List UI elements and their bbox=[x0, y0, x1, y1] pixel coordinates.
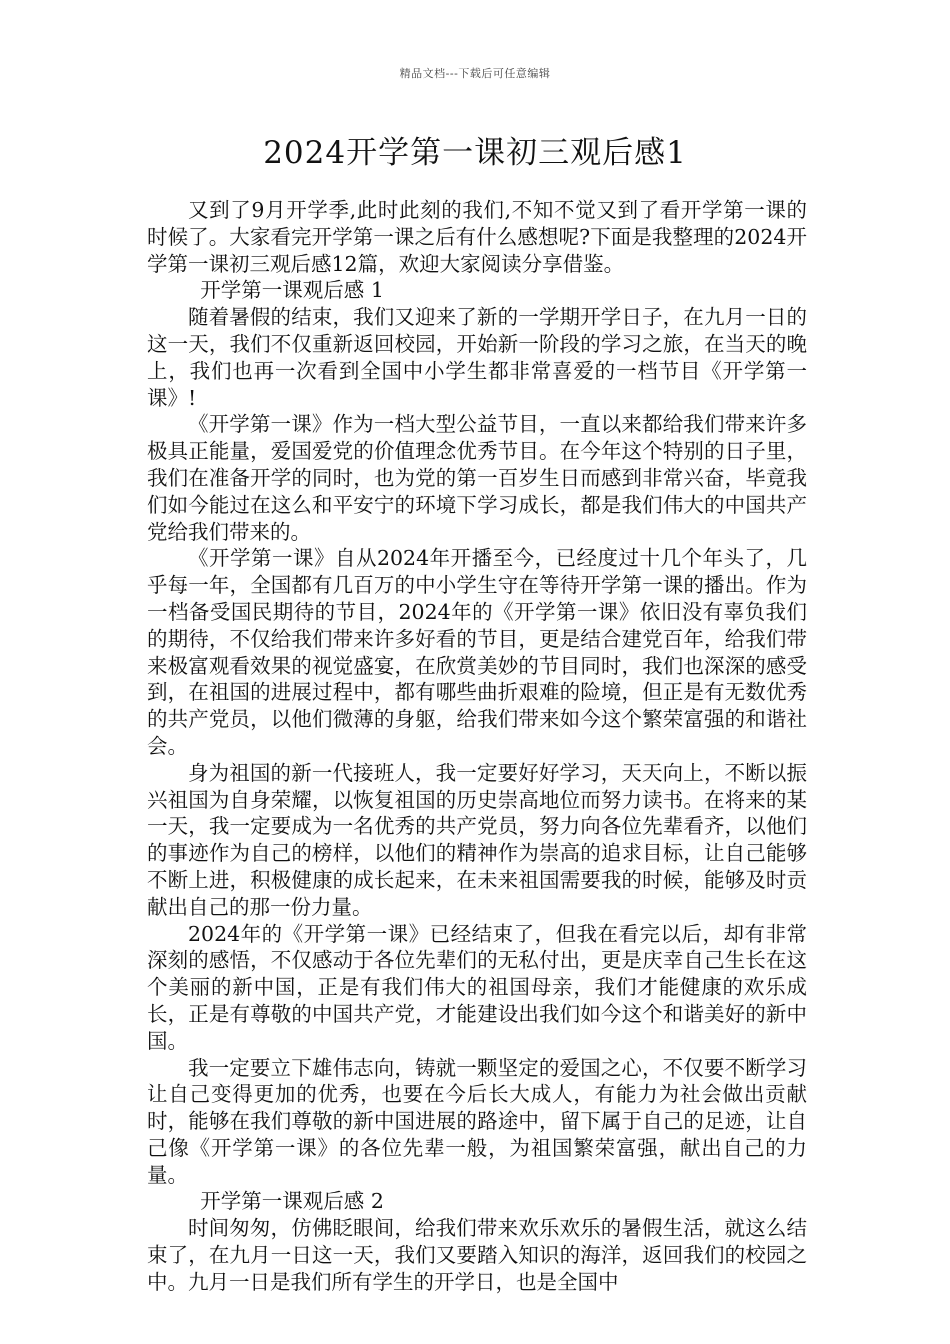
paragraph: 时间匆匆，仿佛眨眼间，给我们带来欢乐欢乐的暑假生活，就这么结束了，在九月一日这一天，我们又要踏入知识的海洋，返回我们的校园之中。九月一日是我们所有学生的开学日，也是全国中 bbox=[147, 1216, 807, 1294]
paragraph: 身为祖国的新一代接班人，我一定要好好学习，天天向上，不断以振兴祖国为自身荣耀，以恢复祖国的历史崇高地位而努力读书。在将来的某一天，我一定要成为一名优秀的共产党员，努力向各位先辈看齐，以他们的事迹作为自己的榜样，以他们的精神作为崇高的追求目标，让自己能够不断上进，积极健康的成长起来，在未来祖国需要我的时候，能够及时贡献出自己的那一份力量。 bbox=[147, 760, 807, 919]
paragraph: 《开学第一课》作为一档大型公益节目，一直以来都给我们带来许多极具正能量，爱国爱党的价值理念优秀节目。在今年这个特别的日子里，我们在准备开学的同时，也为党的第一百岁生日而感到非常兴奋，毕竟我们如今能过在这么和平安宁的环境下学习成长，都是我们伟大的中国共产党给我们带来的。 bbox=[147, 412, 807, 544]
paragraph: 2024年的《开学第一课》已经结束了，但我在看完以后，却有非常深刻的感悟，不仅感动于各位先辈们的无私付出，更是庆幸自己生长在这个美丽的新中国，正是有我们伟大的祖国母亲，我们才能健康的欢乐成长，正是有尊敬的中国共产党，才能建设出我们如今这个和谐美好的新中国。 bbox=[147, 921, 807, 1053]
paragraph: 我一定要立下雄伟志向，铸就一颗坚定的爱国之心，不仅要不断学习让自己变得更加的优秀，也要在今后长大成人，有能力为社会做出贡献时，能够在我们尊敬的新中国进展的路途中，留下属于自己的足迹，让自己像《开学第一课》的各位先辈一般，为祖国繁荣富强，献出自己的力量。 bbox=[147, 1055, 807, 1187]
section-heading-1: 开学第一课观后感 1 bbox=[200, 278, 384, 303]
paragraph: 《开学第一课》自从2024年开播至今，已经度过十几个年头了，几乎每一年，全国都有几百万的中小学生守在等待开学第一课的播出。作为一档备受国民期待的节目，2024年的《开学第一课》依旧没有辜负我们的期待，不仅给我们带来许多好看的节目，更是结合建党百年，给我们带来极富观看效果的视觉盛宴，在欣赏美妙的节目同时，我们也深深的感受到，在祖国的进展过程中，都有哪些曲折艰难的险境，但正是有无数优秀的共产党员，以他们微薄的身躯，给我们带来如今这个繁荣富强的和谐社会。 bbox=[147, 546, 807, 758]
document-title: 2024开学第一课初三观后感1 bbox=[263, 135, 687, 171]
paragraph: 随着暑假的结束，我们又迎来了新的一学期开学日子，在九月一日的这一天，我们不仅重新返回校园，开始新一阶段的学习之旅，在当天的晚上，我们也再一次看到全国中小学生都非常喜爱的一档节目《开学第一课》! bbox=[147, 305, 807, 410]
section-heading-2: 开学第一课观后感 2 bbox=[200, 1189, 384, 1214]
header-note: 精品文档---下载后可任意编辑 bbox=[399, 67, 551, 80]
document-body bbox=[147, 197, 807, 1296]
intro-paragraph: 又到了9月开学季,此时此刻的我们,不知不觉又到了看开学第一课的时候了。大家看完开学第一课之后有什么感想呢?下面是我整理的2024开学第一课初三观后感12篇，欢迎大家阅读分享借鉴。 bbox=[147, 198, 807, 276]
